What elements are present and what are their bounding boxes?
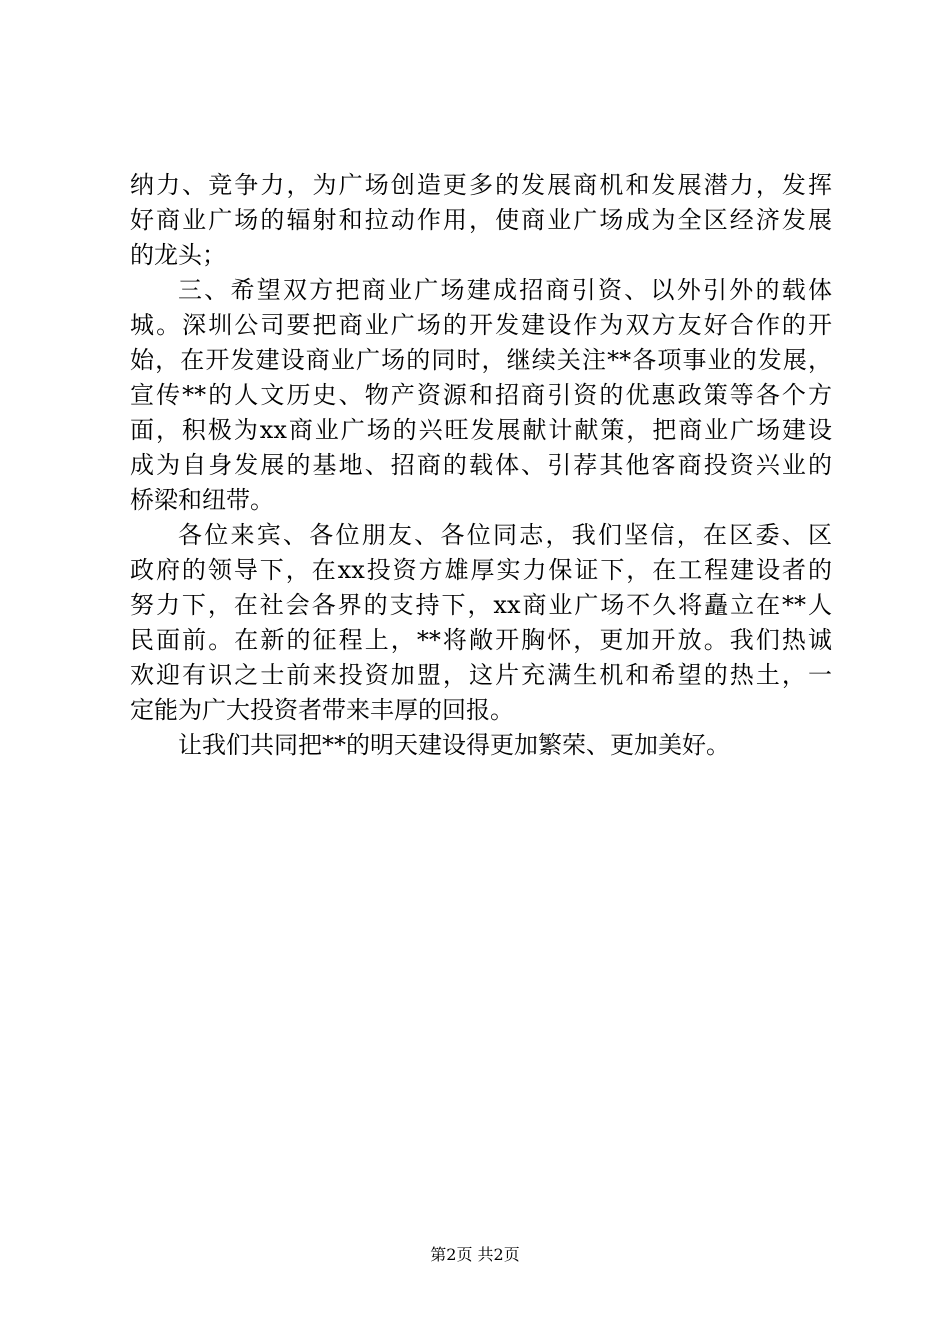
text-line: 努力下，在社会各界的支持下，xx商业广场不久将矗立在**人 bbox=[130, 591, 832, 619]
text-line: 面，积极为xx商业广场的兴旺发展献计献策，把商业广场建设 bbox=[130, 416, 832, 444]
text-line: 三、希望双方把商业广场建成招商引资、以外引外的载体 bbox=[178, 276, 832, 304]
page-indicator: 第2页 共2页 bbox=[430, 1245, 520, 1264]
text-line: 让我们共同把**的明天建设得更加繁荣、更加美好。 bbox=[178, 731, 730, 759]
text-line: 政府的领导下，在xx投资方雄厚实力保证下，在工程建设者的 bbox=[130, 556, 832, 584]
text-line: 始，在开发建设商业广场的同时，继续关注**各项事业的发展， bbox=[130, 346, 832, 374]
text-line: 宣传**的人文历史、物产资源和招商引资的优惠政策等各个方 bbox=[130, 381, 832, 409]
text-line: 欢迎有识之士前来投资加盟，这片充满生机和希望的热土，一 bbox=[130, 661, 832, 689]
text-line: 桥梁和纽带。 bbox=[130, 486, 274, 514]
text-line: 民面前。在新的征程上，**将敞开胸怀，更加开放。我们热诚 bbox=[130, 626, 832, 654]
page-footer bbox=[0, 1244, 950, 1266]
text-line: 纳力、竞争力，为广场创造更多的发展商机和发展潜力，发挥 bbox=[130, 171, 832, 199]
text-line: 的龙头； bbox=[130, 241, 226, 269]
text-line: 好商业广场的辐射和拉动作用，使商业广场成为全区经济发展 bbox=[130, 206, 832, 234]
text-line: 各位来宾、各位朋友、各位同志，我们坚信，在区委、区 bbox=[178, 521, 832, 549]
document-body bbox=[130, 168, 832, 763]
text-line: 成为自身发展的基地、招商的载体、引荐其他客商投资兴业的 bbox=[130, 451, 832, 479]
text-line: 定能为广大投资者带来丰厚的回报。 bbox=[130, 696, 514, 724]
text-line: 城。深圳公司要把商业广场的开发建设作为双方友好合作的开 bbox=[130, 311, 832, 339]
